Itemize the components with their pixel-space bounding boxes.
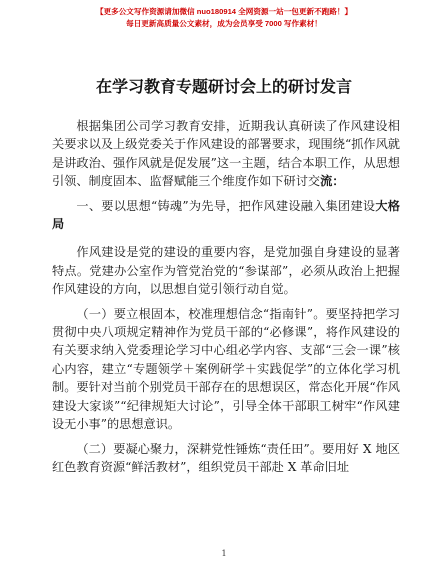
section-heading-1 [52,197,400,234]
paragraph-text: （一）要立根固本，校准理想信念“指南针”。要坚持把学习贯彻中央八项规定精神作为党员干部的“必修课”，将作风建设的有关要求纳入党委理论学习中心组必学内容、支部“三会一课”核心内容，建立“专题领学＋案例研学＋实践促学”的立体化学习机制。要针对当前个别党员干部存在的思想误区，常态化开展“作风建设大家谈”“纪律规矩大讨论”，引导全体干部职工树牢“作风建设无小事”的思想意识。 [52,306,400,432]
paragraph-bold-tail: 流： [320,174,345,189]
body-paragraph [52,243,400,298]
paragraph-text: （二）要凝心聚力，深耕党性锤炼“责任田”。要用好 X 地区红色教育资源“鲜活教材”，组织党员干部赴 X 革命旧址 [52,441,400,474]
document-title: 在学习教育专题研讨会上的研讨发言 [95,77,352,96]
page-number: 1 [221,549,227,558]
subsection-paragraph-1 [52,305,400,434]
subsection-paragraph-2 [52,440,400,477]
section-heading-bold-tail: 大格局 [52,198,400,232]
document-body [52,117,400,482]
intro-paragraph [52,117,400,191]
paragraph-text: 作风建设是党的建设的重要内容，是党加强自身建设的显著特点。党建办公室作为管党治党的“参谋部”，必须从政治上把握作风建设的方向，以思想自觉引领行动自觉。 [52,245,400,297]
promo-banner-line-1: 【更多公文写作资源请加微信 nuo180914 全网资源一站一包更新不跑路！】 [95,7,353,16]
section-heading-text: 一、要以思想“铸魂”为先导，把作风建设融入集团建设 [76,198,376,213]
promo-banner-line-2: 每日更新高质量公文素材，成为会员享受 7000 写作素材！ [126,19,322,28]
paragraph-text: 根据集团公司学习教育安排，近期我认真研读了作风建设相关要求以及上级党委关于作风建设的部署要求，现围绕“抓作风就是讲政治、强作风就是促发展”这一主题，结合本职工作，从思想引领、制度固本、监督赋能三个维度作如下研讨交 [52,119,400,189]
